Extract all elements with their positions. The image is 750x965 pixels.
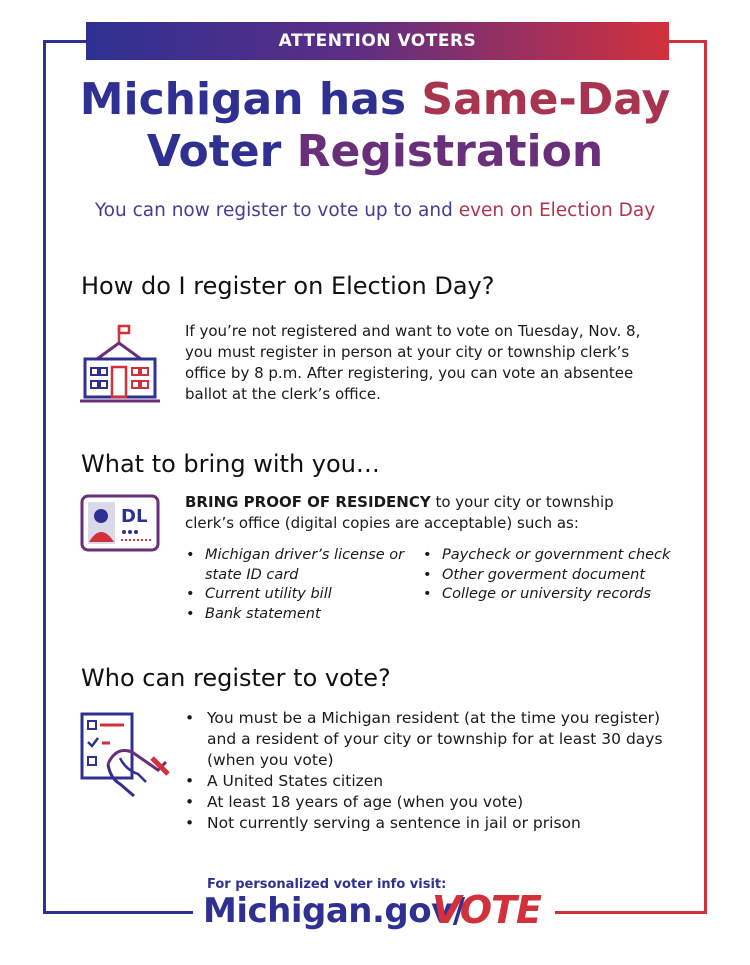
frame-top-left-border [43,40,89,43]
text-line: ballot at the clerk’s office. [185,385,381,403]
footer-vote-logo[interactable]: VOTE [432,888,541,932]
list-item [185,708,685,771]
list-item-line: • Michigan driver’s license or [205,547,405,563]
id-card-label: DL [121,506,148,527]
banner-text: ATTENTION VOTERS [278,31,477,51]
intro-bold: BRING PROOF OF RESIDENCY [185,493,431,511]
footer-url-link[interactable]: Michigan.gov/ [203,891,465,931]
checklist-hand-icon [80,712,170,800]
title-part: Same-Day [421,74,671,125]
section-heading-who: Who can register to vote? [81,664,391,692]
list-item-line: and a resident of your city or township for at least 30 days [207,730,663,748]
list-item-line: • You must be a Michigan resident (at the time you register) [207,709,661,727]
list-item-line: (when you vote) [207,751,334,769]
text-line: If you’re not registered and want to vote on Tuesday, Nov. 8, [185,322,641,340]
frame-left-border [43,40,46,914]
title-part: Michigan has [79,74,422,125]
proof-list-left [186,546,416,624]
subtitle-part: even on Election Day [458,200,656,221]
list-item: • Paycheck or government check [423,546,693,566]
id-card-icon [80,494,160,552]
attention-banner [86,22,669,60]
list-item [185,813,685,834]
list-item [185,792,685,813]
list-item-line: • Bank statement [205,605,321,622]
title-part: Voter [146,126,297,177]
eligibility-list [185,708,685,834]
proof-list-right [423,546,693,605]
list-item: • Other goverment document [423,566,693,586]
text-line: you must register in person at your city or township clerk’s [185,343,630,361]
list-item: • College or university records [423,585,693,605]
frame-top-right-border [668,40,707,43]
list-item-line: • Current utility bill [205,586,332,602]
footer-caption: For personalized voter info visit: [207,877,447,892]
subtitle-part: You can now register to vote up to and [94,200,459,221]
list-item [185,771,685,792]
intro-rest: to your city or township [430,493,614,511]
list-item-line: state ID card [205,566,299,583]
register-instructions [185,321,685,405]
subtitle [60,200,690,221]
list-item-line: • Not currently serving a sentence in jail or prison [207,814,581,832]
list-item-line: • At least 18 years of age (when you vote) [207,793,524,811]
list-item [186,585,416,605]
text-line: office by 8 p.m. After registering, you can vote an absentee [185,364,634,382]
section-heading-bring: What to bring with you… [81,450,380,478]
school-building-icon [79,323,161,405]
intro-rest: clerk’s office (digital copies are acceptable) such as: [185,514,579,532]
list-item-line: • A United States citizen [207,772,384,790]
bring-intro [185,492,685,534]
frame-bottom-right-border [555,911,707,914]
list-item [186,546,416,585]
frame-right-border [704,40,707,914]
frame-bottom-left-border [43,911,193,914]
section-heading-register: How do I register on Election Day? [81,272,495,300]
title-part: Registration [296,126,604,177]
page-title [60,74,690,178]
list-item [186,605,416,625]
